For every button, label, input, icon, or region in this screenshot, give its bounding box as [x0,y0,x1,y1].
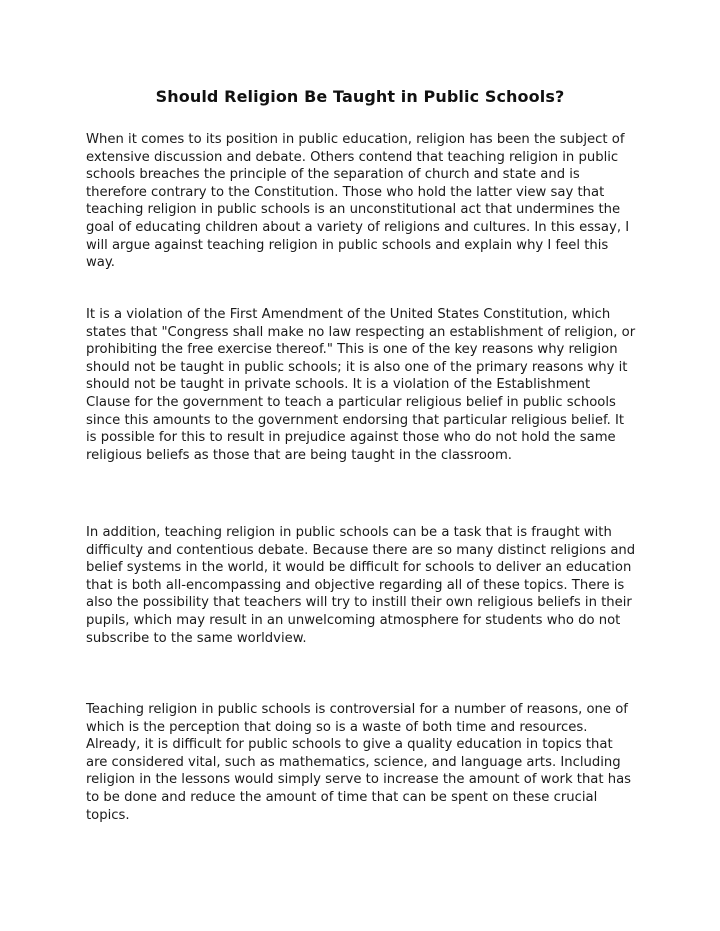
paragraph-2: It is a violation of the First Amendment of the United States Constitution, which states that "Congress shall make no law respecting an establishment of religion, or prohibiting the free exercise thereof." This is one of the key reasons why religion should not be taught in public schools; it is also one of the primary reasons why it should not be taught in private schools. It is a violation of the Establishment Clause for the government to teach a particular religious belief in public schools since this amounts to the government endorsing that particular religious belief. It is possible for this to result in prejudice against those who do not hold the same religious beliefs as those that are being taught in the classroom. [86,307,636,463]
paragraph-4: Teaching religion in public schools is controversial for a number of reasons, one of which is the perception that doing so is a waste of both time and resources. Already, it is difficult for public schools to give a quality education in topics that are considered vital, such as mathematics, science, and language arts. Including religion in the lessons would simply serve to increase the amount of work that has to be done and reduce the amount of time that can be spent on these crucial topics. [86,702,632,823]
document-title: Should Religion Be Taught in Public Schools? [155,87,565,106]
paragraph-1: When it comes to its position in public education, religion has been the subject of extensive discussion and debate. Others contend that teaching religion in public schools breaches the principle of the separation of church and state and is therefore contrary to the Constitution. Those who hold the latter view say that teaching religion in public schools is an unconstitutional act that undermines the goal of educating children about a variety of religions and cultures. In this essay, I will argue against teaching religion in public schools and explain why I feel this way. [86,132,630,271]
paragraph-3: In addition, teaching religion in public schools can be a task that is fraught with difficulty and contentious debate. Because there are so many distinct religions and belief systems in the world, it would be difficult for schools to deliver an education that is both all-encompassing and objective regarding all of these topics. There is also the possibility that teachers will try to instill their own religious beliefs in their pupils, which may result in an unwelcoming atmosphere for students who do not subscribe to the same worldview. [86,525,636,646]
